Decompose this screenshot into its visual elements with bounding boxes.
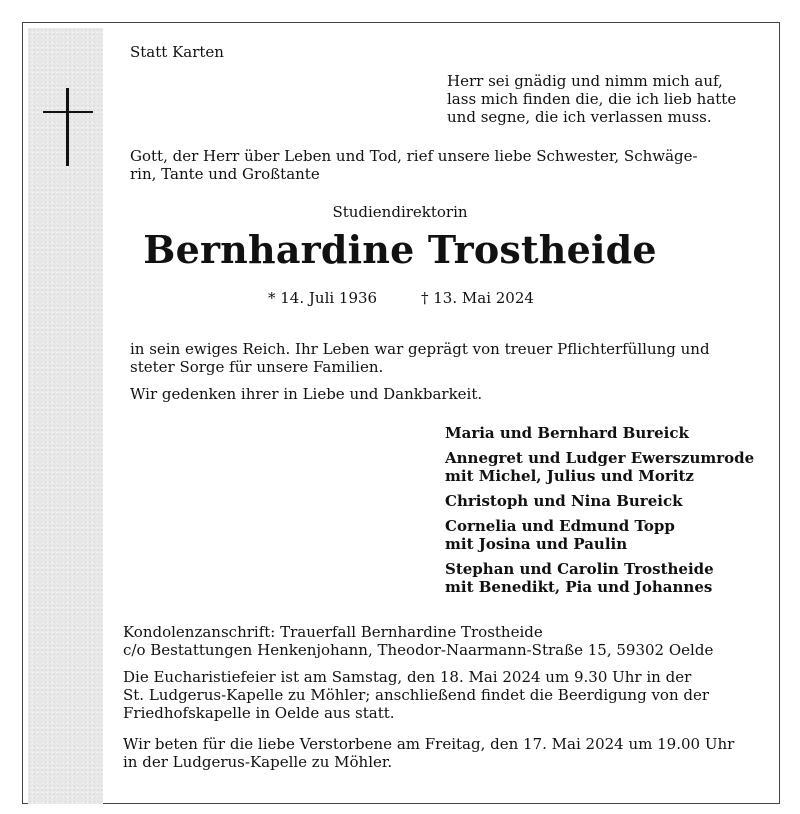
family-signatures	[445, 424, 754, 603]
family-line: Stephan und Carolin Trostheide	[445, 560, 714, 578]
bible-quote	[447, 72, 736, 126]
family-group	[445, 517, 754, 553]
eucharist-notice	[123, 668, 709, 722]
eucharist-line: Friedhofskapelle in Oelde aus statt.	[123, 704, 395, 722]
birth-date: * 14. Juli 1936	[268, 289, 378, 307]
family-line: mit Josina und Paulin	[445, 535, 628, 553]
cross-icon	[43, 88, 93, 166]
family-group	[445, 560, 754, 596]
deceased-name: Bernhardine Trostheide	[143, 227, 657, 272]
condolence-address	[123, 623, 713, 659]
family-line: mit Michel, Julius und Moritz	[445, 467, 694, 485]
quote-line: und segne, die ich verlassen muss.	[447, 108, 712, 126]
body-text	[130, 340, 710, 376]
condolence-line: c/o Bestattungen Henkenjohann, Theodor-Naarmann-Straße 15, 59302 Oelde	[123, 641, 714, 659]
gedenken-text: Wir gedenken ihrer in Liebe und Dankbarkeit.	[130, 385, 483, 403]
family-group	[445, 492, 754, 510]
family-line: Christoph und Nina Bureick	[445, 492, 683, 510]
body-line: in sein ewiges Reich. Ihr Leben war geprägt von treuer Pflichterfüllung und	[130, 340, 710, 358]
condolence-line: Kondolenzanschrift: Trauerfall Bernhardine Trostheide	[123, 623, 543, 641]
death-date: † 13. Mai 2024	[421, 289, 534, 307]
family-line: Maria und Bernhard Bureick	[445, 424, 689, 442]
deceased-title: Studiendirektorin	[332, 203, 468, 221]
eucharist-line: Die Eucharistiefeier ist am Samstag, den 18. Mai 2024 um 9.30 Uhr in der	[123, 668, 692, 686]
family-line: Cornelia und Edmund Topp	[445, 517, 675, 535]
statt-karten-label: Statt Karten	[130, 43, 224, 61]
eucharist-line: St. Ludgerus-Kapelle zu Möhler; anschließend findet die Beerdigung von der	[123, 686, 710, 704]
family-group	[445, 424, 754, 442]
prayer-line: Wir beten für die liebe Verstorbene am Freitag, den 17. Mai 2024 um 19.00 Uhr	[123, 735, 735, 753]
family-group	[445, 449, 754, 485]
intro-text	[130, 147, 698, 183]
quote-line: Herr sei gnädig und nimm mich auf,	[447, 72, 723, 90]
family-line: mit Benedikt, Pia und Johannes	[445, 578, 713, 596]
prayer-notice	[123, 735, 734, 771]
intro-line: Gott, der Herr über Leben und Tod, rief unsere liebe Schwester, Schwäge-	[130, 147, 698, 165]
intro-line: rin, Tante und Großtante	[130, 165, 320, 183]
quote-line: lass mich finden die, die ich lieb hatte	[447, 90, 737, 108]
family-line: Annegret und Ludger Ewerszumrode	[445, 449, 755, 467]
body-line: steter Sorge für unsere Familien.	[130, 358, 384, 376]
prayer-line: in der Ludgerus-Kapelle zu Möhler.	[123, 753, 393, 771]
